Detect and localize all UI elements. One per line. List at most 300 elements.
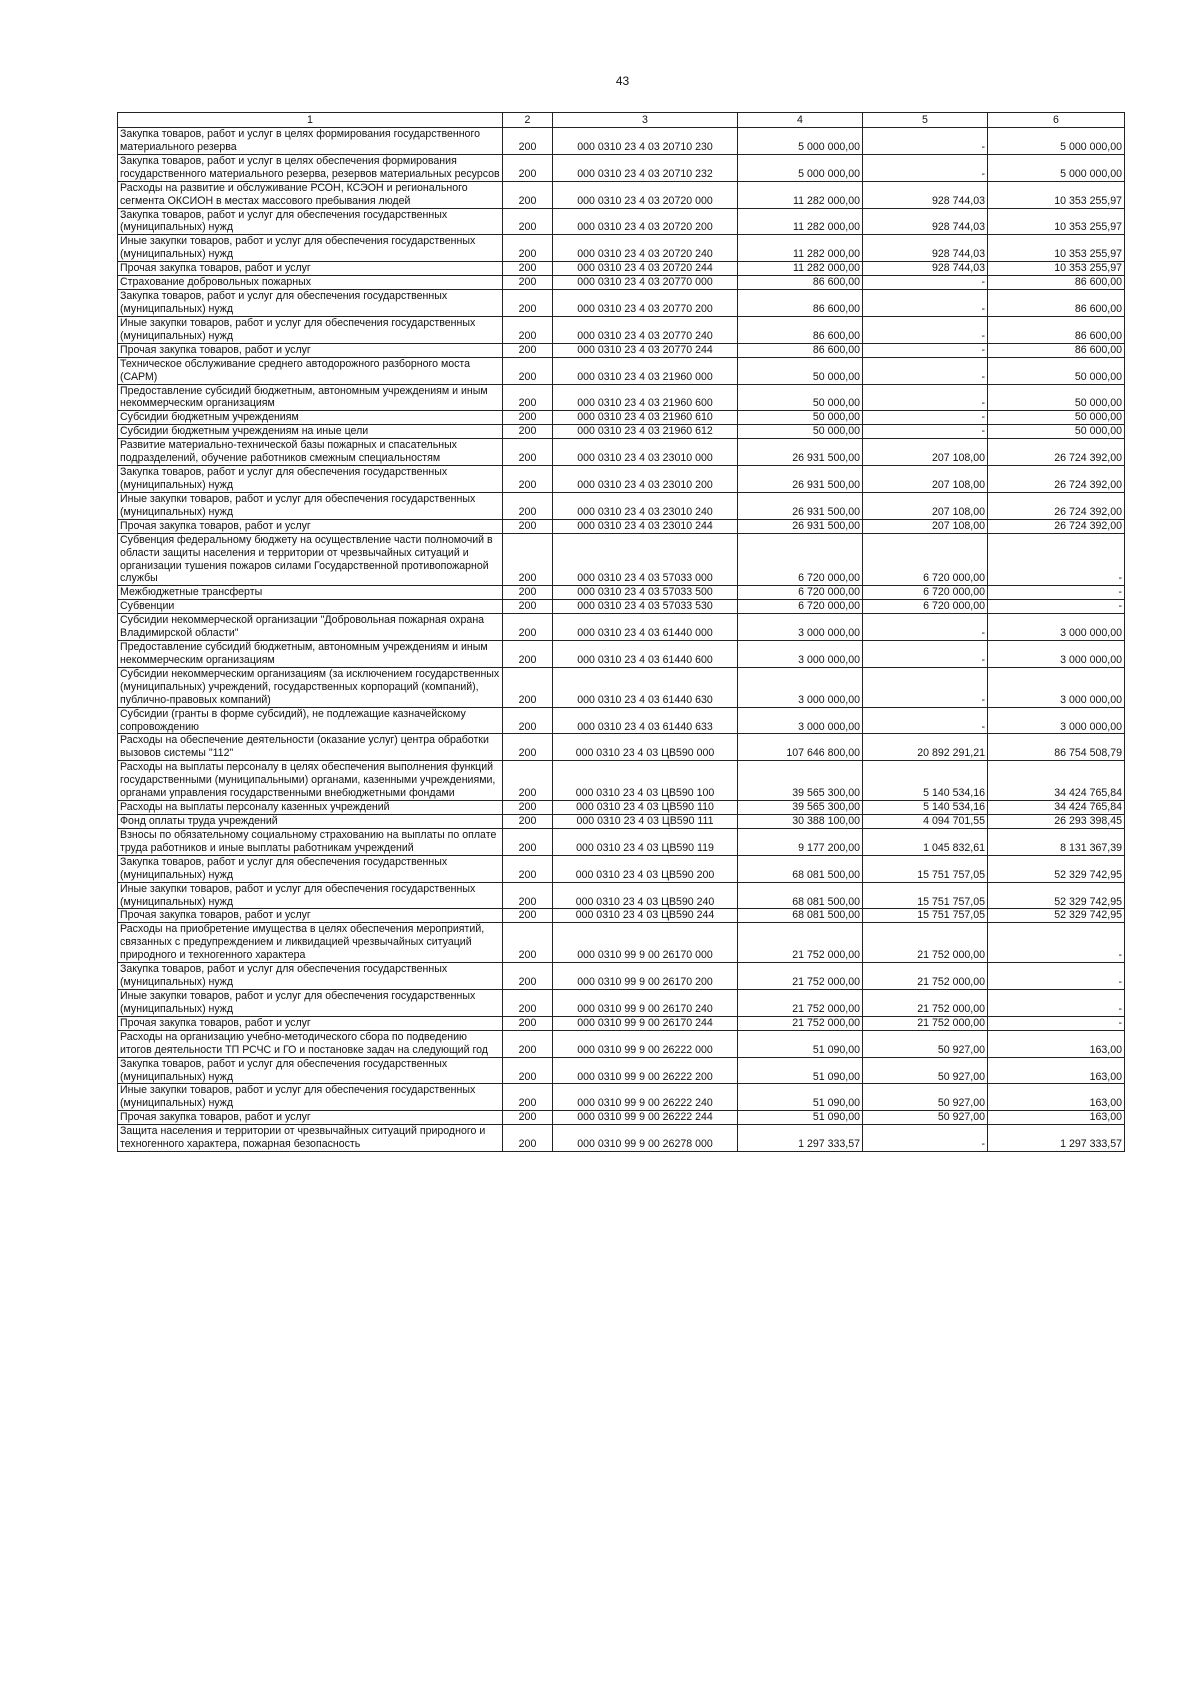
classification-code: 000 0310 23 4 03 57033 000 (553, 533, 738, 586)
line-code: 200 (503, 667, 553, 707)
line-item-name: Иные закупки товаров, работ и услуг для обеспечения государственных (муниципальных) нужд (118, 235, 503, 262)
line-code: 200 (503, 492, 553, 519)
line-code: 200 (503, 641, 553, 668)
table-row (118, 909, 1125, 923)
approved-amount: 50 000,00 (738, 411, 863, 425)
line-item-name: Прочая закупка товаров, работ и услуг (118, 262, 503, 276)
table-row (118, 1125, 1125, 1152)
remaining-amount: 26 724 392,00 (988, 492, 1125, 519)
table-row (118, 316, 1125, 343)
classification-code: 000 0310 23 4 03 ЦВ590 240 (553, 882, 738, 909)
classification-code: 000 0310 23 4 03 21960 000 (553, 357, 738, 384)
executed-amount: 6 720 000,00 (863, 533, 988, 586)
executed-amount: 50 927,00 (863, 1030, 988, 1057)
line-code: 200 (503, 533, 553, 586)
table-row (118, 641, 1125, 668)
line-code: 200 (503, 425, 553, 439)
table-row (118, 963, 1125, 990)
classification-code: 000 0310 99 9 00 26222 200 (553, 1057, 738, 1084)
classification-code: 000 0310 23 4 03 ЦВ590 244 (553, 909, 738, 923)
line-code: 200 (503, 963, 553, 990)
table-row (118, 761, 1125, 801)
approved-amount: 51 090,00 (738, 1111, 863, 1125)
header-cell: 5 (863, 113, 988, 128)
line-code: 200 (503, 828, 553, 855)
line-code: 200 (503, 909, 553, 923)
classification-code: 000 0310 23 4 03 ЦВ590 100 (553, 761, 738, 801)
table-row (118, 466, 1125, 493)
remaining-amount: 10 353 255,97 (988, 262, 1125, 276)
line-item-name: Расходы на выплаты персоналу в целях обеспечения выполнения функций государственными (муниципальными) органами, казенными учреждениями, органами управления государственными внебюджетными фондами (118, 761, 503, 801)
line-code: 200 (503, 276, 553, 290)
header-cell: 3 (553, 113, 738, 128)
header-cell: 2 (503, 113, 553, 128)
approved-amount: 26 931 500,00 (738, 439, 863, 466)
executed-amount: 50 927,00 (863, 1084, 988, 1111)
executed-amount: - (863, 411, 988, 425)
table-row (118, 128, 1125, 155)
classification-code: 000 0310 23 4 03 61440 633 (553, 707, 738, 734)
executed-amount: 50 927,00 (863, 1111, 988, 1125)
table-row (118, 1030, 1125, 1057)
approved-amount: 3 000 000,00 (738, 667, 863, 707)
remaining-amount: 3 000 000,00 (988, 641, 1125, 668)
classification-code: 000 0310 23 4 03 ЦВ590 000 (553, 734, 738, 761)
line-code: 200 (503, 855, 553, 882)
line-item-name: Межбюджетные трансферты (118, 586, 503, 600)
approved-amount: 11 282 000,00 (738, 208, 863, 235)
line-item-name: Закупка товаров, работ и услуг для обеспечения государственных (муниципальных) нужд (118, 855, 503, 882)
line-code: 200 (503, 466, 553, 493)
executed-amount: 5 140 534,16 (863, 761, 988, 801)
line-item-name: Закупка товаров, работ и услуг для обеспечения государственных (муниципальных) нужд (118, 1057, 503, 1084)
line-item-name: Предоставление субсидий бюджетным, автономным учреждениям и иным некоммерческим организациям (118, 641, 503, 668)
line-item-name: Субвенция федеральному бюджету на осуществление части полномочий в области защиты населения и территории от чрезвычайных ситуаций и организации тушения пожаров силами Государственной противопожарной службы (118, 533, 503, 586)
line-item-name: Прочая закупка товаров, работ и услуг (118, 1016, 503, 1030)
remaining-amount: 86 600,00 (988, 276, 1125, 290)
header-cell: 1 (118, 113, 503, 128)
remaining-amount: - (988, 990, 1125, 1017)
executed-amount: 207 108,00 (863, 439, 988, 466)
classification-code: 000 0310 99 9 00 26222 240 (553, 1084, 738, 1111)
table-row (118, 734, 1125, 761)
remaining-amount: 52 329 742,95 (988, 909, 1125, 923)
classification-code: 000 0310 23 4 03 21960 600 (553, 384, 738, 411)
line-code: 200 (503, 882, 553, 909)
approved-amount: 21 752 000,00 (738, 923, 863, 963)
executed-amount: 928 744,03 (863, 208, 988, 235)
executed-amount: 21 752 000,00 (863, 923, 988, 963)
line-item-name: Расходы на обеспечение деятельности (оказание услуг) центра обработки вызовов системы "112" (118, 734, 503, 761)
line-item-name: Субсидии некоммерческим организациям (за исключением государственных (муниципальных) учреждений, государственных корпораций (компаний), публично-правовых компаний) (118, 667, 503, 707)
classification-code: 000 0310 23 4 03 20710 232 (553, 154, 738, 181)
approved-amount: 9 177 200,00 (738, 828, 863, 855)
executed-amount: 15 751 757,05 (863, 882, 988, 909)
classification-code: 000 0310 23 4 03 ЦВ590 119 (553, 828, 738, 855)
line-code: 200 (503, 1084, 553, 1111)
executed-amount: - (863, 290, 988, 317)
classification-code: 000 0310 23 4 03 20720 000 (553, 181, 738, 208)
table-row (118, 276, 1125, 290)
remaining-amount: 86 600,00 (988, 290, 1125, 317)
line-code: 200 (503, 128, 553, 155)
line-code: 200 (503, 262, 553, 276)
line-item-name: Предоставление субсидий бюджетным, автономным учреждениям и иным некоммерческим организациям (118, 384, 503, 411)
remaining-amount: 50 000,00 (988, 411, 1125, 425)
line-code: 200 (503, 734, 553, 761)
remaining-amount: - (988, 1016, 1125, 1030)
line-code: 200 (503, 586, 553, 600)
line-code: 200 (503, 815, 553, 829)
remaining-amount: 3 000 000,00 (988, 707, 1125, 734)
table-row (118, 600, 1125, 614)
table-row (118, 357, 1125, 384)
executed-amount: 928 744,03 (863, 235, 988, 262)
line-code: 200 (503, 290, 553, 317)
table-row (118, 425, 1125, 439)
approved-amount: 11 282 000,00 (738, 235, 863, 262)
line-item-name: Закупка товаров, работ и услуг для обеспечения государственных (муниципальных) нужд (118, 208, 503, 235)
classification-code: 000 0310 23 4 03 ЦВ590 200 (553, 855, 738, 882)
line-code: 200 (503, 1111, 553, 1125)
line-code: 200 (503, 343, 553, 357)
line-item-name: Расходы на выплаты персоналу казенных учреждений (118, 801, 503, 815)
line-item-name: Прочая закупка товаров, работ и услуг (118, 343, 503, 357)
classification-code: 000 0310 23 4 03 20770 200 (553, 290, 738, 317)
remaining-amount: - (988, 923, 1125, 963)
table-row (118, 290, 1125, 317)
approved-amount: 86 600,00 (738, 276, 863, 290)
table-row (118, 533, 1125, 586)
classification-code: 000 0310 99 9 00 26170 000 (553, 923, 738, 963)
line-item-name: Иные закупки товаров, работ и услуг для обеспечения государственных (муниципальных) нужд (118, 1084, 503, 1111)
table-row (118, 181, 1125, 208)
executed-amount: - (863, 343, 988, 357)
table-row (118, 614, 1125, 641)
line-item-name: Техническое обслуживание среднего автодорожного разборного моста (САРМ) (118, 357, 503, 384)
budget-table (117, 112, 1125, 1152)
line-code: 200 (503, 707, 553, 734)
remaining-amount: 163,00 (988, 1057, 1125, 1084)
remaining-amount: - (988, 963, 1125, 990)
table-row (118, 1111, 1125, 1125)
remaining-amount: - (988, 533, 1125, 586)
executed-amount: - (863, 614, 988, 641)
approved-amount: 26 931 500,00 (738, 492, 863, 519)
line-code: 200 (503, 1125, 553, 1152)
remaining-amount: 8 131 367,39 (988, 828, 1125, 855)
line-item-name: Расходы на развитие и обслуживание РСОН, КСЭОН и регионального сегмента ОКСИОН в местах массового пребывания людей (118, 181, 503, 208)
line-code: 200 (503, 801, 553, 815)
approved-amount: 11 282 000,00 (738, 181, 863, 208)
line-item-name: Взносы по обязательному социальному страхованию на выплаты по оплате труда работников и иные выплаты работникам учреждений (118, 828, 503, 855)
remaining-amount: 163,00 (988, 1030, 1125, 1057)
approved-amount: 5 000 000,00 (738, 154, 863, 181)
table-row (118, 990, 1125, 1017)
approved-amount: 86 600,00 (738, 316, 863, 343)
line-code: 200 (503, 923, 553, 963)
approved-amount: 107 646 800,00 (738, 734, 863, 761)
line-item-name: Развитие материально-технической базы пожарных и спасательных подразделений, обучение работников смежным специальностям (118, 439, 503, 466)
executed-amount: - (863, 276, 988, 290)
line-code: 200 (503, 411, 553, 425)
page-number: 43 (615, 74, 630, 88)
line-code: 200 (503, 181, 553, 208)
remaining-amount: 10 353 255,97 (988, 181, 1125, 208)
remaining-amount: 52 329 742,95 (988, 882, 1125, 909)
remaining-amount: 50 000,00 (988, 425, 1125, 439)
line-item-name: Субвенции (118, 600, 503, 614)
table-row (118, 439, 1125, 466)
approved-amount: 1 297 333,57 (738, 1125, 863, 1152)
table-row (118, 1084, 1125, 1111)
approved-amount: 68 081 500,00 (738, 909, 863, 923)
remaining-amount: 26 724 392,00 (988, 519, 1125, 533)
line-code: 200 (503, 316, 553, 343)
line-code: 200 (503, 384, 553, 411)
approved-amount: 5 000 000,00 (738, 128, 863, 155)
executed-amount: 207 108,00 (863, 466, 988, 493)
table-row (118, 519, 1125, 533)
classification-code: 000 0310 23 4 03 20710 230 (553, 128, 738, 155)
remaining-amount: 50 000,00 (988, 384, 1125, 411)
executed-amount: 4 094 701,55 (863, 815, 988, 829)
classification-code: 000 0310 99 9 00 26170 244 (553, 1016, 738, 1030)
remaining-amount: - (988, 586, 1125, 600)
executed-amount: 207 108,00 (863, 519, 988, 533)
approved-amount: 86 600,00 (738, 290, 863, 317)
line-item-name: Иные закупки товаров, работ и услуг для обеспечения государственных (муниципальных) нужд (118, 882, 503, 909)
remaining-amount: 163,00 (988, 1084, 1125, 1111)
approved-amount: 21 752 000,00 (738, 1016, 863, 1030)
remaining-amount: 86 600,00 (988, 343, 1125, 357)
approved-amount: 30 388 100,00 (738, 815, 863, 829)
approved-amount: 26 931 500,00 (738, 466, 863, 493)
approved-amount: 3 000 000,00 (738, 614, 863, 641)
approved-amount: 68 081 500,00 (738, 882, 863, 909)
executed-amount: 50 927,00 (863, 1057, 988, 1084)
table-row (118, 1057, 1125, 1084)
approved-amount: 51 090,00 (738, 1084, 863, 1111)
table-row (118, 1016, 1125, 1030)
line-item-name: Субсидии некоммерческой организации "Добровольная пожарная охрана Владимирской области" (118, 614, 503, 641)
line-item-name: Расходы на организацию учебно-методического сбора по подведению итогов деятельности ТП РСЧС и ГО и постановке задач на следующий год (118, 1030, 503, 1057)
classification-code: 000 0310 23 4 03 61440 630 (553, 667, 738, 707)
classification-code: 000 0310 23 4 03 ЦВ590 111 (553, 815, 738, 829)
executed-amount: 5 140 534,16 (863, 801, 988, 815)
classification-code: 000 0310 23 4 03 20720 240 (553, 235, 738, 262)
executed-amount: 15 751 757,05 (863, 855, 988, 882)
line-code: 200 (503, 614, 553, 641)
classification-code: 000 0310 23 4 03 20770 240 (553, 316, 738, 343)
line-item-name: Прочая закупка товаров, работ и услуг (118, 519, 503, 533)
remaining-amount: 3 000 000,00 (988, 667, 1125, 707)
approved-amount: 50 000,00 (738, 425, 863, 439)
executed-amount: 1 045 832,61 (863, 828, 988, 855)
header-cell: 6 (988, 113, 1125, 128)
remaining-amount: 26 724 392,00 (988, 466, 1125, 493)
executed-amount: 928 744,03 (863, 181, 988, 208)
remaining-amount: 5 000 000,00 (988, 128, 1125, 155)
executed-amount: 6 720 000,00 (863, 600, 988, 614)
classification-code: 000 0310 23 4 03 20720 200 (553, 208, 738, 235)
approved-amount: 21 752 000,00 (738, 990, 863, 1017)
table-row (118, 208, 1125, 235)
classification-code: 000 0310 99 9 00 26170 240 (553, 990, 738, 1017)
line-item-name: Иные закупки товаров, работ и услуг для обеспечения государственных (муниципальных) нужд (118, 316, 503, 343)
classification-code: 000 0310 23 4 03 21960 610 (553, 411, 738, 425)
table-row (118, 882, 1125, 909)
line-item-name: Субсидии бюджетным учреждениям (118, 411, 503, 425)
approved-amount: 50 000,00 (738, 357, 863, 384)
line-item-name: Иные закупки товаров, работ и услуг для обеспечения государственных (муниципальных) нужд (118, 492, 503, 519)
classification-code: 000 0310 23 4 03 61440 600 (553, 641, 738, 668)
executed-amount: 21 752 000,00 (863, 963, 988, 990)
remaining-amount: 86 600,00 (988, 316, 1125, 343)
line-item-name: Закупка товаров, работ и услуг в целях формирования государственного материального резерва (118, 128, 503, 155)
executed-amount: - (863, 707, 988, 734)
executed-amount: 207 108,00 (863, 492, 988, 519)
remaining-amount: 34 424 765,84 (988, 761, 1125, 801)
table-row (118, 411, 1125, 425)
table-row (118, 828, 1125, 855)
table-row (118, 235, 1125, 262)
executed-amount: - (863, 1125, 988, 1152)
classification-code: 000 0310 99 9 00 26170 200 (553, 963, 738, 990)
header-cell: 4 (738, 113, 863, 128)
approved-amount: 3 000 000,00 (738, 641, 863, 668)
classification-code: 000 0310 23 4 03 20720 244 (553, 262, 738, 276)
line-item-name: Расходы на приобретение имущества в целях обеспечения мероприятий, связанных с предупреждением и ликвидацией чрезвычайных ситуаций природного и техногенного характера (118, 923, 503, 963)
executed-amount: - (863, 154, 988, 181)
classification-code: 000 0310 23 4 03 ЦВ590 110 (553, 801, 738, 815)
remaining-amount: 26 293 398,45 (988, 815, 1125, 829)
remaining-amount: 5 000 000,00 (988, 154, 1125, 181)
executed-amount: - (863, 316, 988, 343)
line-item-name: Прочая закупка товаров, работ и услуг (118, 1111, 503, 1125)
approved-amount: 6 720 000,00 (738, 600, 863, 614)
approved-amount: 51 090,00 (738, 1030, 863, 1057)
executed-amount: 21 752 000,00 (863, 990, 988, 1017)
executed-amount: 928 744,03 (863, 262, 988, 276)
remaining-amount: 26 724 392,00 (988, 439, 1125, 466)
executed-amount: - (863, 357, 988, 384)
table-row (118, 262, 1125, 276)
approved-amount: 68 081 500,00 (738, 855, 863, 882)
classification-code: 000 0310 23 4 03 57033 500 (553, 586, 738, 600)
line-item-name: Страхование добровольных пожарных (118, 276, 503, 290)
executed-amount: - (863, 667, 988, 707)
line-code: 200 (503, 1057, 553, 1084)
classification-code: 000 0310 23 4 03 20770 244 (553, 343, 738, 357)
table-row (118, 384, 1125, 411)
line-item-name: Защита населения и территории от чрезвычайных ситуаций природного и техногенного характера, пожарная безопасность (118, 1125, 503, 1152)
executed-amount: 6 720 000,00 (863, 586, 988, 600)
approved-amount: 86 600,00 (738, 343, 863, 357)
executed-amount: - (863, 425, 988, 439)
approved-amount: 39 565 300,00 (738, 761, 863, 801)
approved-amount: 11 282 000,00 (738, 262, 863, 276)
classification-code: 000 0310 99 9 00 26222 244 (553, 1111, 738, 1125)
line-code: 200 (503, 761, 553, 801)
remaining-amount: 10 353 255,97 (988, 235, 1125, 262)
table-header-row (118, 113, 1125, 128)
remaining-amount: 52 329 742,95 (988, 855, 1125, 882)
table-row (118, 586, 1125, 600)
remaining-amount: 34 424 765,84 (988, 801, 1125, 815)
remaining-amount: - (988, 600, 1125, 614)
remaining-amount: 1 297 333,57 (988, 1125, 1125, 1152)
line-item-name: Прочая закупка товаров, работ и услуг (118, 909, 503, 923)
approved-amount: 50 000,00 (738, 384, 863, 411)
table-row (118, 154, 1125, 181)
table-row (118, 667, 1125, 707)
line-code: 200 (503, 208, 553, 235)
remaining-amount: 10 353 255,97 (988, 208, 1125, 235)
line-code: 200 (503, 357, 553, 384)
executed-amount: 15 751 757,05 (863, 909, 988, 923)
line-item-name: Закупка товаров, работ и услуг для обеспечения государственных (муниципальных) нужд (118, 963, 503, 990)
approved-amount: 39 565 300,00 (738, 801, 863, 815)
line-code: 200 (503, 990, 553, 1017)
approved-amount: 51 090,00 (738, 1057, 863, 1084)
line-item-name: Закупка товаров, работ и услуг для обеспечения государственных (муниципальных) нужд (118, 466, 503, 493)
classification-code: 000 0310 99 9 00 26278 000 (553, 1125, 738, 1152)
line-item-name: Фонд оплаты труда учреждений (118, 815, 503, 829)
table-row (118, 343, 1125, 357)
table-row (118, 801, 1125, 815)
line-item-name: Субсидии (гранты в форме субсидий), не подлежащие казначейскому сопровождению (118, 707, 503, 734)
classification-code: 000 0310 23 4 03 23010 000 (553, 439, 738, 466)
line-code: 200 (503, 154, 553, 181)
remaining-amount: 50 000,00 (988, 357, 1125, 384)
classification-code: 000 0310 23 4 03 20770 000 (553, 276, 738, 290)
executed-amount: - (863, 384, 988, 411)
table-row (118, 492, 1125, 519)
classification-code: 000 0310 23 4 03 23010 200 (553, 466, 738, 493)
line-item-name: Закупка товаров, работ и услуг в целях обеспечения формирования государственного материального резерва, резервов материальных ресурсов (118, 154, 503, 181)
classification-code: 000 0310 99 9 00 26222 000 (553, 1030, 738, 1057)
remaining-amount: 163,00 (988, 1111, 1125, 1125)
line-code: 200 (503, 600, 553, 614)
table-row (118, 855, 1125, 882)
line-item-name: Субсидии бюджетным учреждениям на иные цели (118, 425, 503, 439)
line-code: 200 (503, 235, 553, 262)
approved-amount: 26 931 500,00 (738, 519, 863, 533)
executed-amount: 21 752 000,00 (863, 1016, 988, 1030)
table-row (118, 815, 1125, 829)
line-item-name: Закупка товаров, работ и услуг для обеспечения государственных (муниципальных) нужд (118, 290, 503, 317)
line-code: 200 (503, 439, 553, 466)
line-code: 200 (503, 1016, 553, 1030)
executed-amount: - (863, 128, 988, 155)
remaining-amount: 86 754 508,79 (988, 734, 1125, 761)
remaining-amount: 3 000 000,00 (988, 614, 1125, 641)
table-row (118, 707, 1125, 734)
executed-amount: 20 892 291,21 (863, 734, 988, 761)
approved-amount: 6 720 000,00 (738, 533, 863, 586)
executed-amount: - (863, 641, 988, 668)
line-item-name: Иные закупки товаров, работ и услуг для обеспечения государственных (муниципальных) нужд (118, 990, 503, 1017)
approved-amount: 3 000 000,00 (738, 707, 863, 734)
classification-code: 000 0310 23 4 03 61440 000 (553, 614, 738, 641)
classification-code: 000 0310 23 4 03 23010 240 (553, 492, 738, 519)
approved-amount: 6 720 000,00 (738, 586, 863, 600)
classification-code: 000 0310 23 4 03 23010 244 (553, 519, 738, 533)
table-row (118, 923, 1125, 963)
line-code: 200 (503, 1030, 553, 1057)
classification-code: 000 0310 23 4 03 21960 612 (553, 425, 738, 439)
